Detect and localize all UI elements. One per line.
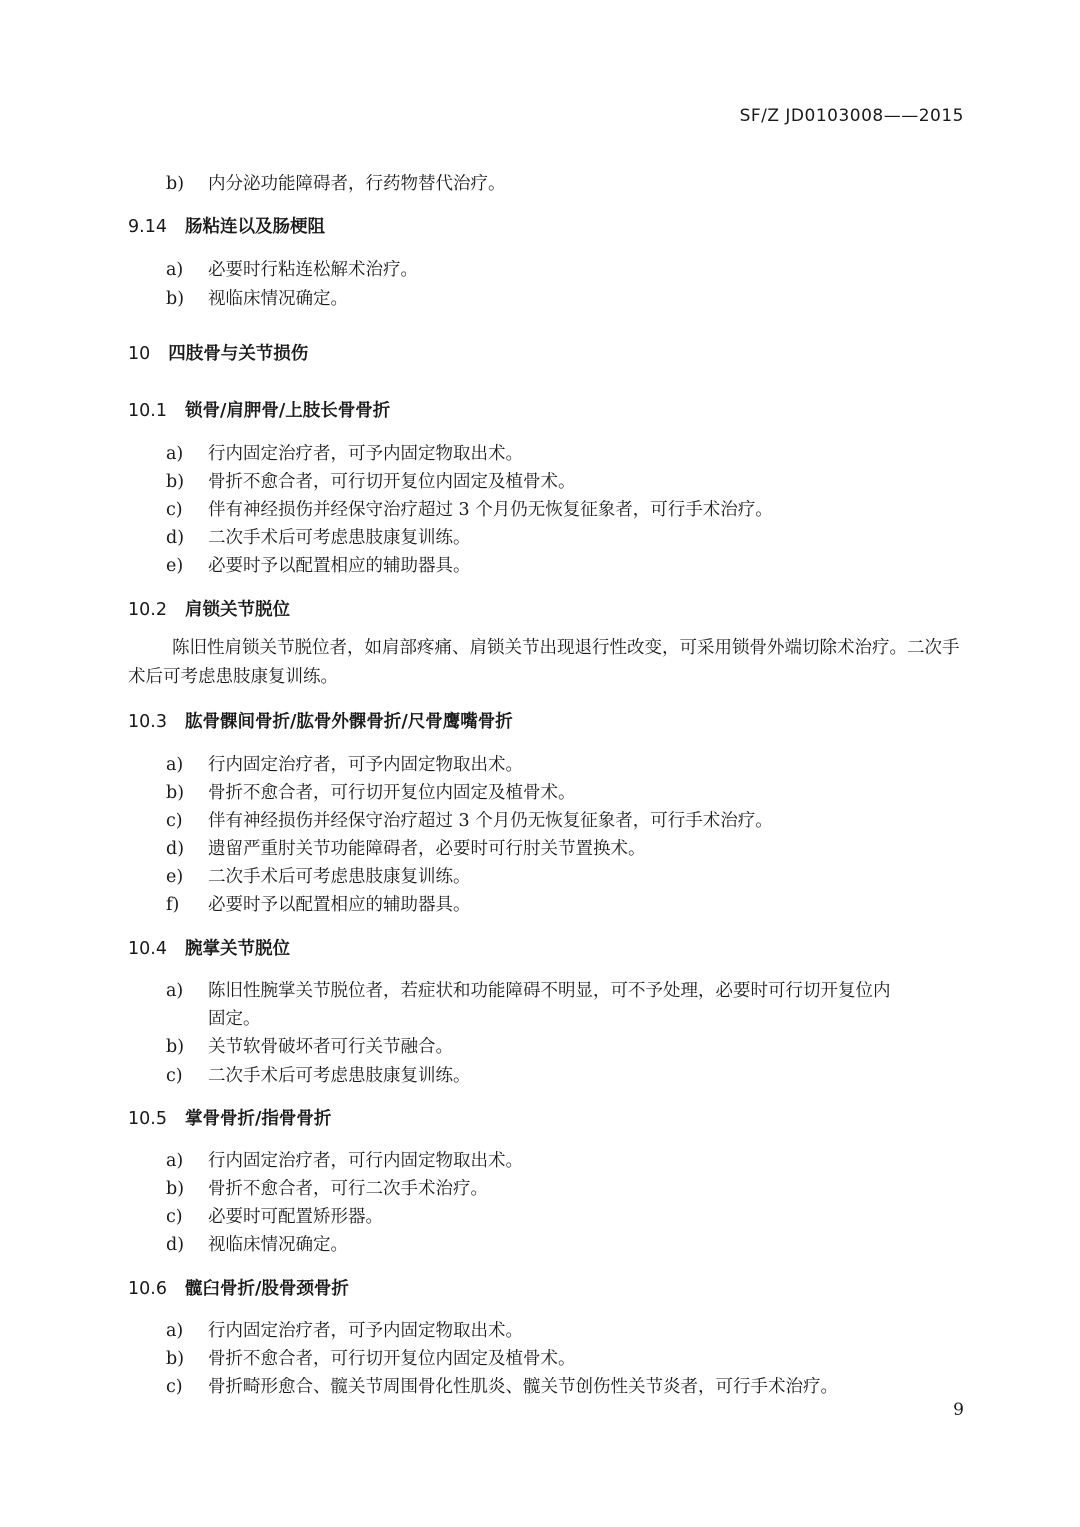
list-label: b) bbox=[166, 783, 185, 803]
list-label: d) bbox=[166, 839, 185, 859]
list-label: a) bbox=[166, 981, 184, 1001]
section-heading-10-2 bbox=[128, 596, 290, 621]
list-label: c) bbox=[166, 1377, 183, 1397]
list-label: d) bbox=[166, 1235, 185, 1255]
list-label: b) bbox=[166, 1037, 185, 1057]
page-number: 9 bbox=[953, 1400, 964, 1420]
list-text: 骨折不愈合者，可行切开复位内固定及植骨术。 bbox=[208, 472, 576, 492]
list-item bbox=[166, 285, 348, 310]
list-item bbox=[166, 170, 506, 195]
section-number: 10.4 bbox=[128, 939, 167, 959]
list-item bbox=[166, 468, 576, 493]
list-item bbox=[166, 496, 773, 521]
list-item bbox=[166, 1231, 348, 1256]
list-item bbox=[166, 1203, 383, 1228]
section-title: 四肢骨与关节损伤 bbox=[168, 344, 309, 364]
list-label: b) bbox=[166, 174, 185, 194]
list-label: c) bbox=[166, 1207, 183, 1227]
list-item bbox=[166, 1345, 576, 1370]
list-text: 必要时可配置矫形器。 bbox=[208, 1207, 383, 1227]
section-number: 10.3 bbox=[128, 712, 167, 732]
list-item bbox=[166, 1175, 488, 1200]
list-text: 遗留严重肘关节功能障碍者，必要时可行肘关节置换术。 bbox=[208, 839, 646, 859]
section-title: 腕掌关节脱位 bbox=[184, 939, 290, 959]
list-label: d) bbox=[166, 528, 185, 548]
list-text: 必要时予以配置相应的辅助器具。 bbox=[208, 556, 471, 576]
section-number: 10 bbox=[128, 344, 151, 364]
list-item bbox=[166, 891, 471, 916]
section-title: 肱骨髁间骨折/肱骨外髁骨折/尺骨鹰嘴骨折 bbox=[184, 712, 513, 732]
list-item bbox=[166, 440, 523, 465]
list-text: 关节软骨破坏者可行关节融合。 bbox=[208, 1037, 453, 1057]
list-label: a) bbox=[166, 1321, 184, 1341]
list-label: e) bbox=[166, 556, 184, 576]
list-item bbox=[166, 779, 576, 804]
list-text: 视临床情况确定。 bbox=[208, 1235, 348, 1255]
list-text: 行内固定治疗者，可予内固定物取出术。 bbox=[208, 444, 523, 464]
list-label: e) bbox=[166, 867, 184, 887]
section-number: 10.6 bbox=[128, 1279, 167, 1299]
body-paragraph: 陈旧性肩锁关节脱位者，如肩部疼痛、肩锁关节出现退行性改变，可采用锁骨外端切除术治疗。二次手术后可考虑患肢康复训练。 bbox=[128, 638, 960, 687]
list-label: a) bbox=[166, 444, 184, 464]
list-label: c) bbox=[166, 1066, 183, 1086]
list-text: 行内固定治疗者，可予内固定物取出术。 bbox=[208, 755, 523, 775]
list-label: c) bbox=[166, 500, 183, 520]
list-label: a) bbox=[166, 1151, 184, 1171]
chapter-heading-10 bbox=[128, 340, 308, 365]
section-heading-9-14 bbox=[128, 213, 325, 238]
list-label: c) bbox=[166, 811, 183, 831]
section-title: 锁骨/肩胛骨/上肢长骨骨折 bbox=[184, 401, 391, 421]
list-item bbox=[166, 1062, 471, 1087]
list-text: 伴有神经损伤并经保守治疗超过 3 个月仍无恢复征象者，可行手术治疗。 bbox=[208, 500, 773, 520]
list-text: 骨折不愈合者，可行二次手术治疗。 bbox=[208, 1179, 488, 1199]
list-label: a) bbox=[166, 260, 184, 280]
list-label: b) bbox=[166, 1179, 185, 1199]
list-text: 骨折畸形愈合、髋关节周围骨化性肌炎、髋关节创伤性关节炎者，可行手术治疗。 bbox=[208, 1377, 838, 1397]
section-heading-10-1 bbox=[128, 397, 390, 422]
list-text: 骨折不愈合者，可行切开复位内固定及植骨术。 bbox=[208, 783, 576, 803]
section-number: 10.1 bbox=[128, 401, 167, 421]
section-heading-10-5 bbox=[128, 1105, 331, 1130]
list-text: 行内固定治疗者，可行内固定物取出术。 bbox=[208, 1151, 523, 1171]
list-text: 伴有神经损伤并经保守治疗超过 3 个月仍无恢复征象者，可行手术治疗。 bbox=[208, 811, 773, 831]
list-label: b) bbox=[166, 289, 185, 309]
list-text: 行内固定治疗者，可予内固定物取出术。 bbox=[208, 1321, 523, 1341]
list-item bbox=[166, 1317, 523, 1342]
section-title: 肩锁关节脱位 bbox=[184, 600, 290, 620]
section-number: 9.14 bbox=[128, 217, 167, 237]
document-code-header: SF/Z JD0103008——2015 bbox=[739, 106, 964, 126]
list-item bbox=[166, 1147, 523, 1172]
list-item bbox=[166, 863, 471, 888]
section-heading-10-3 bbox=[128, 708, 513, 733]
list-item bbox=[166, 835, 646, 860]
list-text: 必要时行粘连松解术治疗。 bbox=[208, 260, 418, 280]
section-heading-10-4 bbox=[128, 935, 290, 960]
list-label: b) bbox=[166, 1349, 185, 1369]
section-title: 肠粘连以及肠梗阻 bbox=[184, 217, 325, 237]
list-text: 视临床情况确定。 bbox=[208, 289, 348, 309]
list-item bbox=[166, 552, 471, 577]
list-item bbox=[166, 751, 523, 776]
list-label: f) bbox=[166, 895, 180, 915]
list-item bbox=[166, 807, 773, 832]
list-text: 骨折不愈合者，可行切开复位内固定及植骨术。 bbox=[208, 1349, 576, 1369]
section-number: 10.5 bbox=[128, 1109, 167, 1129]
list-text: 二次手术后可考虑患肢康复训练。 bbox=[208, 528, 471, 548]
list-item bbox=[166, 524, 471, 549]
list-text: 二次手术后可考虑患肢康复训练。 bbox=[208, 1066, 471, 1086]
list-item bbox=[166, 1033, 453, 1058]
list-text-continuation: 固定。 bbox=[208, 1009, 261, 1029]
list-text: 二次手术后可考虑患肢康复训练。 bbox=[208, 867, 471, 887]
section-title: 髋臼骨折/股骨颈骨折 bbox=[184, 1279, 349, 1299]
section-heading-10-6 bbox=[128, 1275, 349, 1300]
list-text: 陈旧性腕掌关节脱位者，若症状和功能障碍不明显，可不予处理，必要时可行切开复位内 bbox=[208, 981, 891, 1001]
section-number: 10.2 bbox=[128, 600, 167, 620]
list-item bbox=[166, 1373, 838, 1398]
list-item bbox=[166, 256, 418, 281]
list-label: b) bbox=[166, 472, 185, 492]
list-text: 内分泌功能障碍者，行药物替代治疗。 bbox=[208, 174, 506, 194]
section-title: 掌骨骨折/指骨骨折 bbox=[184, 1109, 332, 1129]
list-text: 必要时予以配置相应的辅助器具。 bbox=[208, 895, 471, 915]
list-label: a) bbox=[166, 755, 184, 775]
list-item bbox=[166, 977, 891, 1002]
